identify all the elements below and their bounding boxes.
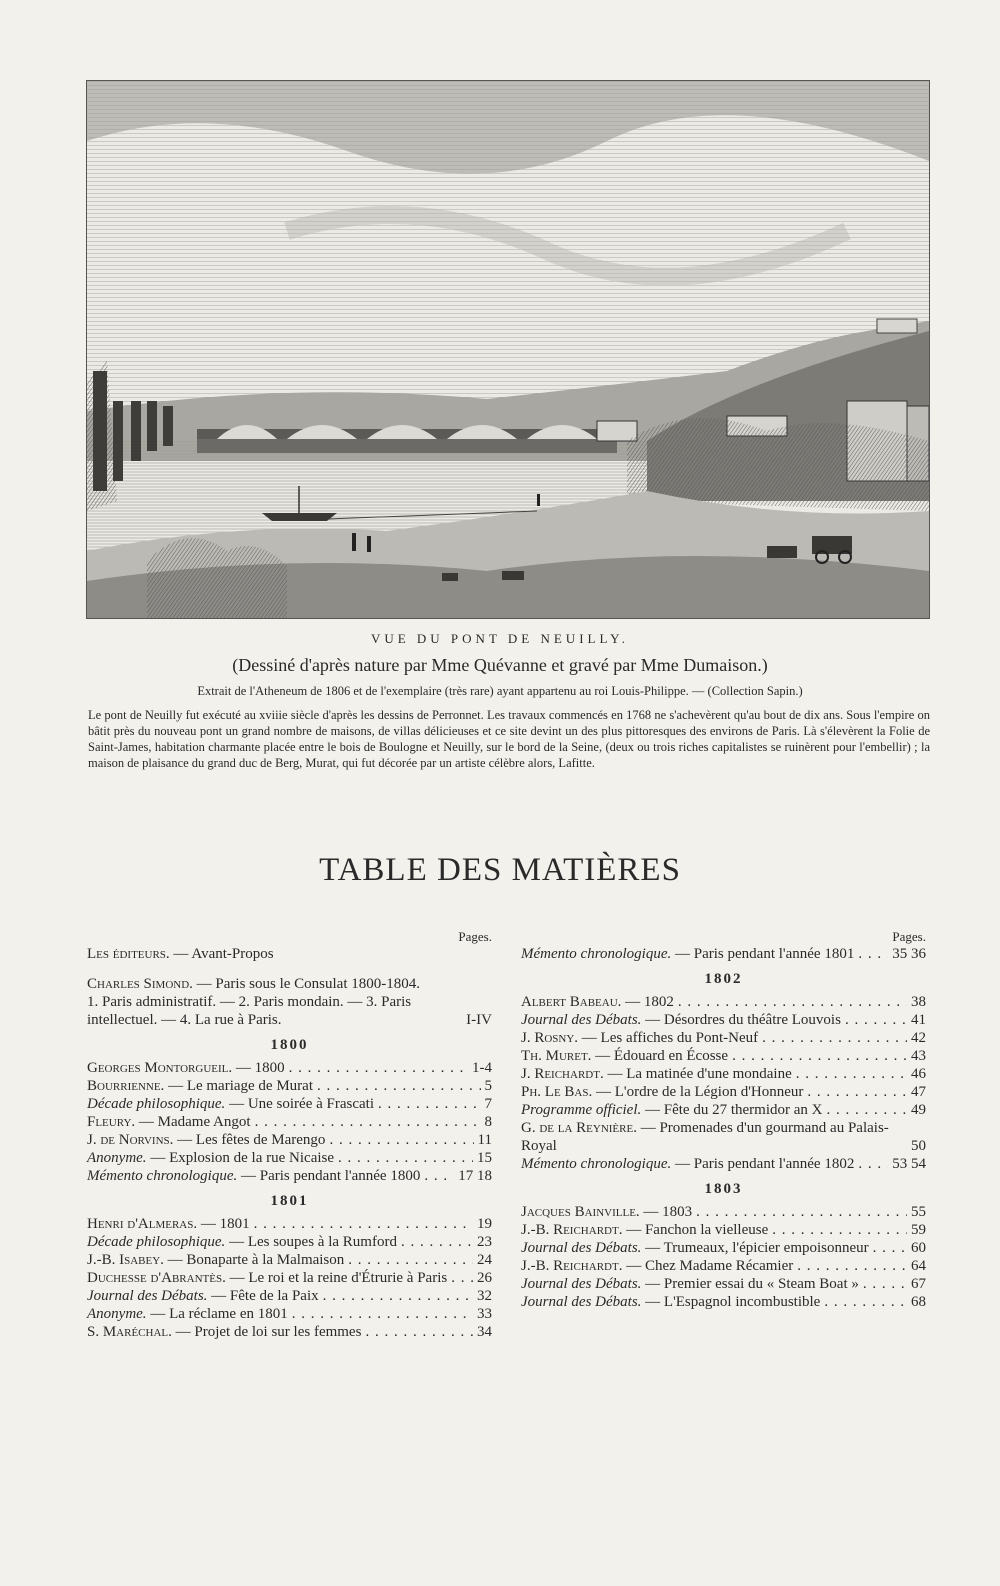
engraving-illustration (86, 80, 930, 619)
caption-extract: Extrait de l'Atheneum de 1806 et de l'exemplaire (très rare) ayant appartenu au roi Louis-Philippe. — (Collection Sapin.) (197, 684, 803, 698)
toc-entry-author: J. Rosny. (521, 1030, 579, 1046)
caption-credit: (Dessiné d'après nature par Mme Quévanne et gravé par Mme Dumaison.) (232, 655, 768, 675)
toc-entry[interactable] (87, 1323, 492, 1341)
toc-entry[interactable] (87, 1077, 492, 1095)
toc-entry[interactable] (87, 1131, 492, 1149)
toc-entry-title: — 1803 (643, 1204, 693, 1220)
toc-entry[interactable] (87, 1215, 492, 1233)
toc-entry-author: Mémento chronologique. (521, 946, 672, 962)
dot-leader (845, 1011, 907, 1029)
dot-leader (378, 1095, 480, 1113)
toc-entry[interactable] (521, 1029, 926, 1047)
dot-leader (807, 1083, 907, 1101)
toc-entry[interactable] (87, 1287, 492, 1305)
toc-entry-pages: 32 (477, 1288, 492, 1304)
toc-entry-title: — Les soupes à la Rumford (229, 1234, 397, 1250)
toc-entry[interactable] (521, 1203, 926, 1221)
toc-entry-title: — Fanchon la vielleuse (626, 1222, 769, 1238)
toc-entry-pages: 64 (911, 1258, 926, 1274)
toc-entry-title: — Avant-Propos (173, 946, 274, 962)
toc-entry-author: Anonyme. (87, 1150, 147, 1166)
toc-entry-author: J. Reichardt. (521, 1066, 604, 1082)
toc-entry-title: — L'Espagnol incombustible (645, 1294, 821, 1310)
toc-entry-pages: 34 (477, 1324, 492, 1340)
toc-entry-author: Journal des Débats. (87, 1288, 208, 1304)
dot-leader (424, 1167, 454, 1185)
dot-leader (348, 1251, 473, 1269)
toc-entry[interactable] (87, 1095, 492, 1113)
toc-entry-pages: 11 (477, 1132, 492, 1148)
toc-entry-title: — Paris pendant l'année 1800 (241, 1168, 421, 1184)
toc-entry-pages: 49 (911, 1102, 926, 1118)
toc-entry-pages: 1-4 (472, 1060, 492, 1076)
toc-entry-pages: I-IV (466, 1012, 492, 1028)
dot-leader (317, 1077, 480, 1095)
dot-leader (873, 1239, 907, 1257)
toc-entry-pages: 26 (477, 1270, 492, 1286)
toc-entry-author: Décade philosophique. (87, 1234, 226, 1250)
toc-entry-author: Journal des Débats. (521, 1012, 642, 1028)
toc-entry-pages: 43 (911, 1048, 926, 1064)
toc-entry[interactable] (87, 945, 492, 963)
toc-entry[interactable] (521, 1065, 926, 1083)
toc-entry[interactable] (87, 1059, 492, 1077)
toc-entry-title: — L'ordre de la Légion d'Honneur (595, 1084, 804, 1100)
dot-leader (863, 1275, 907, 1293)
dot-leader (762, 1029, 907, 1047)
toc-entry[interactable] (87, 1251, 492, 1269)
toc-entry[interactable] (87, 993, 492, 1029)
toc-entry[interactable] (521, 1239, 926, 1257)
toc-entry-author: Bourrienne. (87, 1078, 165, 1094)
toc-entry-author: Ph. Le Bas. (521, 1084, 593, 1100)
toc-entry-title: — Les affiches du Pont-Neuf (581, 1030, 759, 1046)
toc-year-heading: 1800 (270, 1037, 309, 1053)
dot-leader (451, 1269, 473, 1287)
toc-entry-title: — Fête de la Paix (211, 1288, 319, 1304)
toc-entry-author: J. de Norvins. (87, 1132, 174, 1148)
toc-entry-pages: 38 (911, 994, 926, 1010)
dot-leader (678, 993, 907, 1011)
toc-entry[interactable] (521, 1011, 926, 1029)
dot-leader (401, 1233, 473, 1251)
toc-list-right (521, 945, 926, 1311)
toc-entry-pages: 17 18 (458, 1168, 492, 1184)
caption-description: Le pont de Neuilly fut exécuté au xviiie siècle d'après les dessins de Perronnet. Les travaux commencés en 1768 ne s'achevèrent qu'au bout de dix ans. Sous l'empire on bâtit près du nouveau pont un grand nombre de maisons, de villas délicieuses et ce site devint un des plus pittoresques des environs de Paris. Là s'élevèrent la Folie de Saint-James, habitation charmante placée entre le bois de Boulogne et Neuilly, sur le bord de la Seine, (deux ou trois riches capitalistes se ruinèrent pour l'embellir) ; la maison de plaisance du grand duc de Berg, Murat, qui fut décorée par un artiste célèbre alors, Lafitte. (88, 708, 930, 770)
toc-entry-pages: 8 (484, 1114, 492, 1130)
dot-leader (772, 1221, 907, 1239)
toc-entry-title: — Chez Madame Récamier (626, 1258, 794, 1274)
toc-entry-pages: 41 (911, 1012, 926, 1028)
toc-entry-title: — Madame Angot (138, 1114, 251, 1130)
toc-year-heading: 1801 (270, 1193, 309, 1209)
toc-entry-title: — La matinée d'une mondaine (607, 1066, 792, 1082)
bridge-landscape-image (87, 81, 929, 618)
dot-leader (696, 1203, 907, 1221)
toc-entry[interactable] (87, 1233, 492, 1251)
toc-spacer (87, 963, 492, 975)
toc-entry-author: Duchesse d'Abrantès. (87, 1270, 226, 1286)
toc-entry[interactable] (521, 1119, 926, 1155)
toc-entry[interactable] (87, 1269, 492, 1287)
dot-leader (292, 1305, 473, 1323)
toc-entry-title: 1. Paris administratif. — 2. Paris mondain. — 3. Paris intellectuel. — 4. La rue à Paris. (87, 994, 412, 1028)
toc-entry-pages: 59 (911, 1222, 926, 1238)
toc-entry-title: — Une soirée à Frascati (229, 1096, 375, 1112)
toc-entry-title: — Paris sous le Consulat 1800-1804. (196, 976, 420, 992)
toc-entry-author: Th. Muret. (521, 1048, 592, 1064)
toc-entry-pages: 53 54 (892, 1156, 926, 1172)
toc-entry-title: — Désordres du théâtre Louvois (645, 1012, 841, 1028)
toc-entry-pages: 42 (911, 1030, 926, 1046)
toc-entry-author: Les éditeurs. (87, 946, 170, 962)
toc-entry-author: Décade philosophique. (87, 1096, 226, 1112)
toc-entry[interactable] (87, 1149, 492, 1167)
dot-leader (338, 1149, 473, 1167)
toc-year-heading: 1802 (704, 971, 743, 987)
toc-entry-title: — Promenades d'un gourmand au Palais-Royal (521, 1120, 889, 1154)
toc-entry-pages: 15 (477, 1150, 492, 1166)
toc-entry-pages: 33 (477, 1306, 492, 1322)
toc-entry-title: — Explosion de la rue Nicaise (150, 1150, 335, 1166)
toc-entry-pages: 47 (911, 1084, 926, 1100)
toc-entry-title: — Premier essai du « Steam Boat » (645, 1276, 859, 1292)
toc-entry-title: — Trumeaux, l'épicier empoisonneur (645, 1240, 869, 1256)
dot-leader (824, 1293, 907, 1311)
toc-entry[interactable] (87, 1305, 492, 1323)
toc-entry-title: — Fête du 27 thermidor an X (645, 1102, 823, 1118)
toc-entry[interactable] (521, 1275, 926, 1293)
toc-entry-pages: 35 36 (892, 946, 926, 962)
toc-entry-author: Fleury. (87, 1114, 136, 1130)
pages-header: Pages. (892, 929, 926, 944)
toc-entry-author: Journal des Débats. (521, 1294, 642, 1310)
toc-entry-author: Journal des Débats. (521, 1276, 642, 1292)
toc-entry-title: — 1800 (235, 1060, 285, 1076)
toc-entry[interactable] (521, 1083, 926, 1101)
dot-leader (323, 1287, 473, 1305)
toc-entry-pages: 5 (484, 1078, 492, 1094)
toc-entry-pages: 60 (911, 1240, 926, 1256)
toc-entry-pages: 55 (911, 1204, 926, 1220)
toc-year-heading: 1803 (704, 1181, 743, 1197)
toc-entry[interactable] (521, 1221, 926, 1239)
toc-entry[interactable] (87, 975, 492, 993)
toc-entry-title: — Le mariage de Murat (168, 1078, 314, 1094)
toc-entry-title: — La réclame en 1801 (150, 1306, 288, 1322)
toc-entry-author: G. de la Reynière. (521, 1120, 637, 1136)
toc-entry-author: J.-B. Reichardt. (521, 1258, 623, 1274)
toc-entry-pages: 67 (911, 1276, 926, 1292)
toc-list-left (87, 945, 492, 1341)
caption-title: VUE DU PONT DE NEUILLY. (370, 631, 630, 646)
dot-leader (858, 945, 888, 963)
toc-entry-author: J.-B. Isabey. (87, 1252, 164, 1268)
toc-entry-title: — Le roi et la reine d'Étrurie à Paris (229, 1270, 448, 1286)
dot-leader (732, 1047, 907, 1065)
toc-entry[interactable] (521, 993, 926, 1011)
toc-entry-title: — Projet de loi sur les femmes (175, 1324, 362, 1340)
toc-entry-author: Mémento chronologique. (87, 1168, 238, 1184)
toc-entry-author: Henri d'Almeras. (87, 1216, 198, 1232)
toc-entry[interactable] (521, 1293, 926, 1311)
toc-column-left (87, 929, 492, 1341)
toc-entry-pages: 50 (911, 1138, 926, 1154)
dot-leader (826, 1101, 907, 1119)
toc-column-right (521, 929, 926, 1311)
dot-leader (858, 1155, 888, 1173)
toc-entry-author: Charles Simond. (87, 976, 193, 992)
toc-entry-title: — Édouard en Écosse (595, 1048, 729, 1064)
dot-leader (254, 1215, 473, 1233)
dot-leader (796, 1065, 907, 1083)
toc-entry-title: — Les fêtes de Marengo (177, 1132, 326, 1148)
toc-entry-pages: 24 (477, 1252, 492, 1268)
toc-entry-author: Journal des Débats. (521, 1240, 642, 1256)
toc-entry[interactable] (521, 1155, 926, 1173)
toc-title: TABLE DES MATIÈRES (319, 852, 681, 888)
toc-entry-pages: 46 (911, 1066, 926, 1082)
dot-leader (365, 1323, 473, 1341)
toc-entry-title: — 1802 (625, 994, 674, 1010)
toc-entry-author: Programme officiel. (521, 1102, 642, 1118)
toc-entry-author: Albert Babeau. (521, 994, 622, 1010)
toc-entry-author: Jacques Bainville. (521, 1204, 640, 1220)
toc-entry-title: — Paris pendant l'année 1802 (675, 1156, 855, 1172)
toc-entry[interactable] (521, 945, 926, 963)
dot-leader (797, 1257, 907, 1275)
toc-entry-title: — Paris pendant l'année 1801 (675, 946, 855, 962)
pages-header: Pages. (458, 929, 492, 944)
toc-entry-author: S. Maréchal. (87, 1324, 172, 1340)
toc-entry[interactable] (87, 1167, 492, 1185)
toc-entry-author: J.-B. Reichardt. (521, 1222, 623, 1238)
toc-entry-title: — 1801 (200, 1216, 250, 1232)
toc-entry-pages: 23 (477, 1234, 492, 1250)
toc-entry-title: — Bonaparte à la Malmaison (167, 1252, 345, 1268)
toc-entry-author: Anonyme. (87, 1306, 147, 1322)
dot-leader (255, 1113, 481, 1131)
dot-leader (289, 1059, 468, 1077)
toc-entry[interactable] (521, 1101, 926, 1119)
toc-entry-author: Georges Montorgueil. (87, 1060, 233, 1076)
toc-entry-author: Mémento chronologique. (521, 1156, 672, 1172)
toc-entry[interactable] (521, 1257, 926, 1275)
dot-leader (329, 1131, 473, 1149)
toc-entry[interactable] (87, 1113, 492, 1131)
toc-entry-pages: 19 (477, 1216, 492, 1232)
toc-entry[interactable] (521, 1047, 926, 1065)
toc-entry-pages: 7 (484, 1096, 492, 1112)
toc-entry-pages: 68 (911, 1294, 926, 1310)
